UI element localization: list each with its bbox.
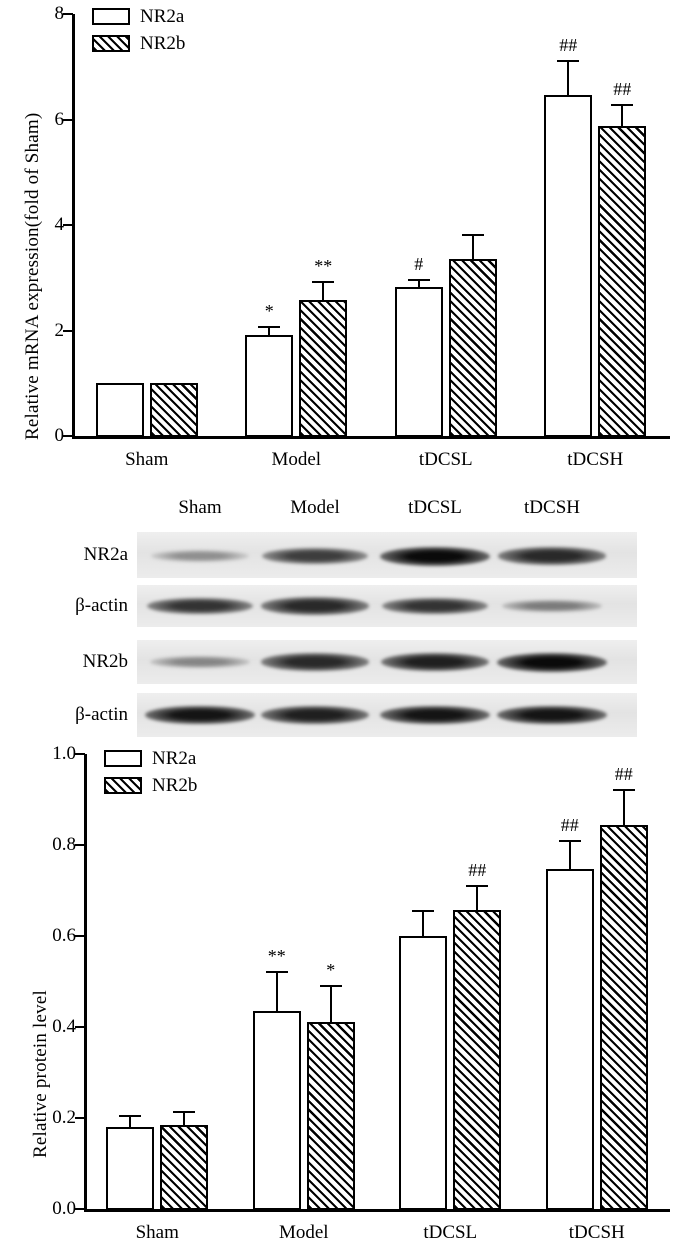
significance-marker: ##	[613, 79, 632, 100]
mrna-bar-chart	[0, 0, 700, 485]
bar-nr2b-model	[307, 1022, 355, 1210]
blot-band	[261, 597, 368, 614]
error-bar	[422, 910, 424, 936]
legend-swatch-nr2b	[104, 777, 142, 794]
y-axis-label: Relative mRNA expression(fold of Sham)	[22, 112, 43, 440]
significance-marker: ##	[560, 814, 579, 835]
blot-band	[382, 598, 488, 615]
bar-nr2b-tdcsl	[449, 259, 497, 437]
y-tick-label: 0.8	[52, 834, 76, 855]
y-tick-mark	[75, 1208, 85, 1210]
y-tick-label: 1.0	[52, 743, 76, 764]
bar-nr2b-sham	[150, 383, 198, 437]
blot-strip	[137, 693, 637, 737]
y-tick-label: 0.0	[52, 1198, 76, 1219]
error-bar-cap	[613, 789, 635, 791]
error-bar-cap	[119, 1115, 141, 1117]
y-axis	[84, 754, 87, 1210]
legend-swatch-nr2a	[92, 8, 130, 25]
x-tick-label: Model	[271, 449, 322, 470]
blot-band	[380, 706, 489, 724]
significance-marker: *	[264, 300, 274, 321]
error-bar-cap	[173, 1111, 195, 1113]
y-tick-label: 6	[54, 108, 64, 130]
y-tick-mark	[63, 435, 73, 437]
significance-marker: ##	[468, 860, 487, 881]
significance-marker: **	[314, 256, 333, 277]
y-tick-label: 0.2	[52, 1107, 76, 1128]
significance-marker: ##	[559, 34, 578, 55]
blot-column-header: Model	[290, 497, 340, 518]
bar-nr2b-tdcsl	[453, 910, 501, 1210]
blot-band	[497, 706, 606, 724]
x-tick-label: tDCSH	[568, 1222, 625, 1243]
error-bar-cap	[320, 985, 342, 987]
bar-nr2a-sham	[106, 1127, 154, 1210]
blot-band	[147, 598, 253, 615]
bar-nr2b-tdcsh	[600, 825, 648, 1210]
western-blot-panel	[0, 492, 700, 732]
error-bar-cap	[611, 104, 633, 106]
x-tick-label: tDCSL	[423, 1222, 478, 1243]
blot-band	[380, 547, 490, 566]
error-bar-cap	[466, 885, 488, 887]
blot-band	[381, 653, 489, 671]
bar-nr2b-tdcsh	[598, 126, 646, 437]
x-tick-label: Sham	[125, 449, 169, 470]
y-tick-mark	[63, 224, 73, 226]
blot-row-label: β-actin	[75, 704, 128, 725]
error-bar	[330, 985, 332, 1021]
error-bar-cap	[462, 234, 484, 236]
error-bar-cap	[266, 971, 288, 973]
y-tick-mark	[75, 753, 85, 755]
blot-strip	[137, 532, 637, 578]
bar-nr2a-sham	[96, 383, 144, 437]
error-bar-cap	[408, 279, 430, 281]
error-bar	[472, 234, 474, 259]
legend-swatch-nr2b	[92, 35, 130, 52]
y-axis-label: Relative protein level	[30, 990, 51, 1158]
blot-band	[145, 706, 254, 724]
significance-marker: *	[326, 960, 336, 981]
bar-nr2a-tdcsl	[395, 287, 443, 437]
error-bar-cap	[258, 326, 280, 328]
blot-band	[262, 548, 368, 564]
blot-band	[497, 653, 607, 672]
bar-nr2a-tdcsh	[546, 869, 594, 1210]
significance-marker: ##	[614, 764, 633, 785]
x-tick-label: Sham	[135, 1222, 179, 1243]
y-tick-mark	[63, 119, 73, 121]
y-tick-label: 4	[54, 214, 64, 235]
blot-band	[502, 600, 602, 613]
x-tick-label: tDCSH	[567, 449, 624, 470]
bar-nr2a-tdcsl	[399, 936, 447, 1210]
x-tick-label: tDCSL	[418, 449, 473, 470]
blot-band	[150, 656, 249, 668]
significance-marker: #	[414, 253, 424, 274]
y-tick-mark	[75, 1117, 85, 1119]
legend-label: NR2b	[140, 33, 186, 54]
y-tick-label: 0.6	[52, 925, 76, 946]
y-tick-mark	[63, 330, 73, 332]
y-tick-mark	[63, 13, 73, 15]
error-bar-cap	[557, 60, 579, 62]
error-bar	[276, 971, 278, 1011]
legend-swatch-nr2a	[104, 750, 142, 767]
blot-band	[498, 547, 605, 564]
bar-nr2a-tdcsh	[544, 95, 592, 437]
blot-strip	[137, 585, 637, 627]
blot-band	[261, 706, 369, 724]
error-bar	[322, 281, 324, 299]
bar-nr2a-model	[253, 1011, 301, 1210]
error-bar-cap	[412, 910, 434, 912]
y-tick-mark	[75, 844, 85, 846]
error-bar	[621, 104, 623, 126]
error-bar	[623, 789, 625, 824]
blot-band	[261, 653, 368, 670]
protein-bar-chart	[0, 740, 700, 1250]
legend-label: NR2b	[152, 775, 198, 796]
blot-row-label: NR2b	[82, 651, 128, 672]
y-tick-mark	[75, 1026, 85, 1028]
error-bar	[476, 885, 478, 910]
blot-row-label: β-actin	[75, 595, 128, 616]
y-tick-mark	[75, 935, 85, 937]
bar-nr2b-model	[299, 300, 347, 437]
bar-nr2b-sham	[160, 1125, 208, 1210]
blot-row-label: NR2a	[83, 544, 128, 565]
y-tick-label: 2	[54, 319, 64, 341]
y-tick-label: 0.4	[52, 1016, 76, 1037]
blot-column-header: Sham	[178, 497, 222, 518]
y-tick-label: 8	[54, 3, 64, 24]
error-bar-cap	[312, 281, 334, 283]
error-bar-cap	[559, 840, 581, 842]
legend-label: NR2a	[152, 748, 197, 769]
bar-nr2a-model	[245, 335, 293, 437]
x-tick-label: Model	[278, 1222, 329, 1243]
blot-column-header: tDCSH	[524, 497, 580, 518]
significance-marker: **	[267, 946, 286, 967]
error-bar	[569, 840, 571, 869]
blot-strip	[137, 640, 637, 684]
error-bar	[183, 1111, 185, 1125]
error-bar	[567, 60, 569, 95]
blot-column-header: tDCSL	[408, 497, 462, 518]
legend-label: NR2a	[140, 6, 185, 27]
y-tick-label: 0	[54, 425, 64, 446]
blot-band	[151, 550, 249, 562]
